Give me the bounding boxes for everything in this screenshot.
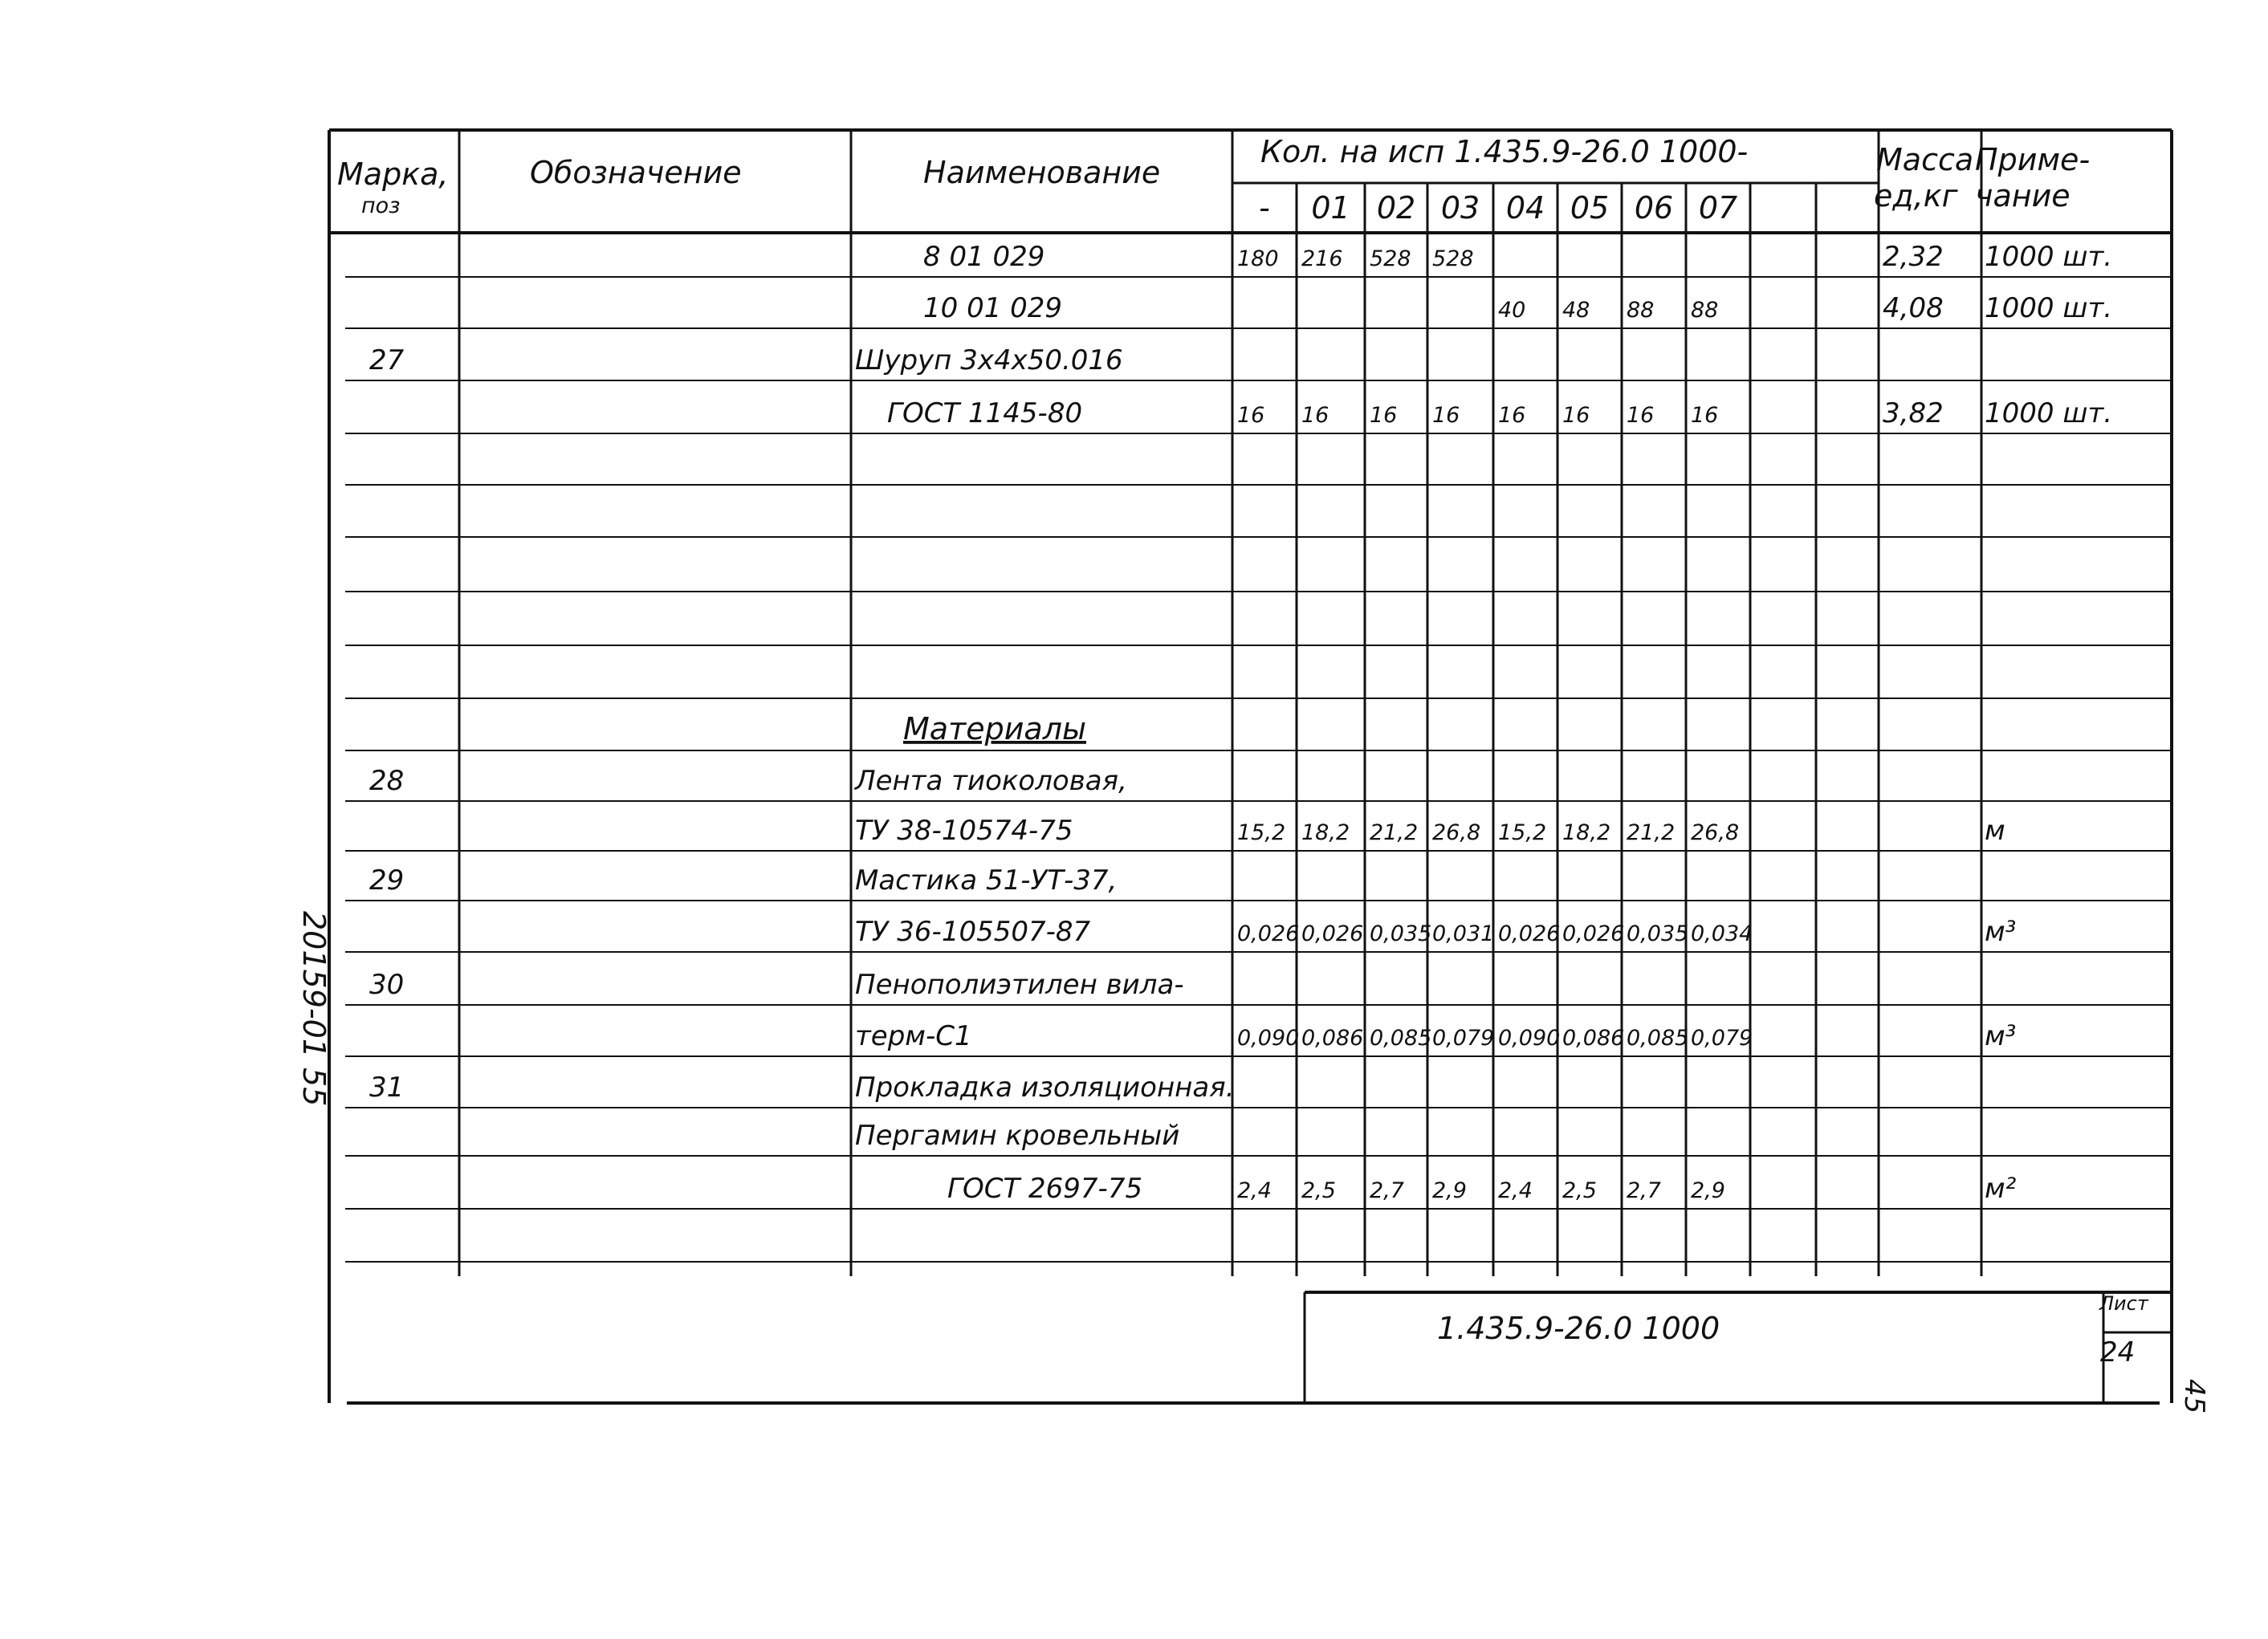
- row-note: м: [1985, 815, 2005, 847]
- row-qty: 15,2: [1498, 820, 1547, 845]
- row-qty: 2,4: [1237, 1178, 1272, 1203]
- side-inventory-number: 20159-01 55: [296, 911, 332, 1107]
- header-naimenovanie: Наименование: [923, 155, 1161, 190]
- title-block-list-label: Лист: [2099, 1292, 2148, 1315]
- variant-label: 06: [1634, 190, 1674, 226]
- row-qty: 2,9: [1691, 1178, 1725, 1203]
- row-name: терм-С1: [855, 1020, 972, 1052]
- row-qty: 2,7: [1627, 1178, 1661, 1203]
- row-mass: 3,82: [1883, 397, 1944, 429]
- row-qty: 18,2: [1301, 820, 1350, 845]
- header-kol-title: Кол. на исп 1.435.9-26.0 1000-: [1260, 134, 1749, 169]
- row-qty: 0,026: [1237, 921, 1300, 946]
- row-qty: 16: [1432, 403, 1460, 428]
- row-qty: 16: [1301, 403, 1329, 428]
- row-qty: 0,085: [1370, 1026, 1432, 1051]
- row-qty: 0,026: [1301, 921, 1364, 946]
- row-qty: 0,085: [1627, 1026, 1689, 1051]
- variant-labels: [1259, 190, 1737, 226]
- header-prim-2: чание: [1975, 178, 2071, 214]
- row-qty: 21,2: [1370, 820, 1419, 845]
- row-qty: 0,086: [1562, 1026, 1625, 1051]
- row-qty: 2,9: [1432, 1178, 1467, 1203]
- title-block-code: 1.435.9-26.0 1000: [1437, 1311, 1720, 1346]
- row-name: Прокладка изоляционная.: [855, 1072, 1235, 1104]
- row-qty: 0,034: [1691, 921, 1753, 946]
- row-name: Пенополиэтилен вила-: [855, 969, 1184, 1001]
- table-text: [296, 134, 2210, 1413]
- row-qty: 2,5: [1562, 1178, 1597, 1203]
- variant-label: 04: [1505, 190, 1545, 226]
- row-qty: 16: [1562, 403, 1590, 428]
- row-note: м³: [1985, 1020, 2017, 1052]
- header-prim-1: Приме-: [1975, 142, 2091, 177]
- row-qty: 2,4: [1498, 1178, 1533, 1203]
- variant-label: 02: [1376, 190, 1416, 226]
- row-poz: 27: [369, 344, 405, 376]
- row-qty: 528: [1370, 246, 1411, 271]
- row-qty: 0,090: [1237, 1026, 1300, 1051]
- variant-label: 01: [1311, 190, 1350, 226]
- row-name: Пергамин кровельный: [855, 1120, 1180, 1152]
- variant-label: 07: [1698, 190, 1738, 226]
- row-qty: 16: [1370, 403, 1398, 428]
- row-name: 8 01 029: [923, 241, 1045, 273]
- row-qty: 16: [1627, 403, 1655, 428]
- row-qty: 0,035: [1370, 921, 1432, 946]
- row-qty: 0,086: [1301, 1026, 1364, 1051]
- row-note: 1000 шт.: [1985, 292, 2113, 324]
- row-qty: 16: [1498, 403, 1526, 428]
- row-qty: 88: [1691, 298, 1719, 323]
- row-note: м²: [1985, 1173, 2017, 1205]
- variant-label: -: [1259, 190, 1270, 226]
- row-name: ТУ 36-105507-87: [855, 916, 1091, 948]
- row-qty: 48: [1562, 298, 1590, 323]
- row-qty: 216: [1301, 246, 1343, 271]
- header-marka: Марка,: [337, 157, 449, 192]
- row-qty: 0,035: [1627, 921, 1689, 946]
- row-note: м³: [1985, 916, 2017, 948]
- row-qty: 0,026: [1498, 921, 1561, 946]
- row-poz: 30: [369, 969, 405, 1001]
- row-qty: 0,090: [1498, 1026, 1561, 1051]
- table-rows: [369, 241, 2112, 1205]
- row-qty: 2,5: [1301, 1178, 1336, 1203]
- row-qty: 180: [1237, 246, 1279, 271]
- row-qty: 0,079: [1432, 1026, 1495, 1051]
- row-poz: 29: [369, 864, 405, 897]
- row-qty: 88: [1627, 298, 1655, 323]
- row-qty: 15,2: [1237, 820, 1286, 845]
- variant-label: 03: [1440, 190, 1480, 226]
- row-name: Мастика 51-УТ-37,: [855, 864, 1118, 897]
- row-qty: 21,2: [1627, 820, 1676, 845]
- row-qty: 0,079: [1691, 1026, 1753, 1051]
- row-qty: 0,026: [1562, 921, 1625, 946]
- row-qty: 26,8: [1432, 820, 1481, 845]
- row-mass: 2,32: [1883, 241, 1944, 273]
- header-massa-2: ед,кг: [1874, 178, 1958, 214]
- row-name: ГОСТ 2697-75: [947, 1173, 1143, 1205]
- header-oboznachenie: Обозначение: [530, 155, 742, 190]
- row-poz: 28: [369, 765, 405, 797]
- row-name: ГОСТ 1145-80: [887, 397, 1083, 429]
- corner-mark: 45: [2178, 1379, 2210, 1414]
- row-qty: 26,8: [1691, 820, 1740, 845]
- row-note: 1000 шт.: [1985, 241, 2113, 273]
- row-qty: 40: [1498, 298, 1526, 323]
- row-qty: 18,2: [1562, 820, 1611, 845]
- row-qty: 528: [1432, 246, 1474, 271]
- row-name: Лента тиоколовая,: [855, 765, 1127, 797]
- row-mass: 4,08: [1883, 292, 1944, 324]
- row-qty: 2,7: [1370, 1178, 1404, 1203]
- row-name: 10 01 029: [923, 292, 1063, 324]
- variant-label: 05: [1570, 190, 1610, 226]
- row-name: Шуруп 3х4х50.016: [855, 344, 1123, 376]
- row-name: ТУ 38-10574-75: [855, 815, 1073, 847]
- title-block-list-no: 24: [2100, 1336, 2136, 1369]
- header-poz: поз: [361, 193, 401, 218]
- row-qty: 0,031: [1432, 921, 1495, 946]
- section-heading: Материалы: [903, 711, 1086, 746]
- row-qty: 16: [1691, 403, 1719, 428]
- header-massa-1: Масса: [1876, 142, 1974, 177]
- row-note: 1000 шт.: [1985, 397, 2113, 429]
- row-poz: 31: [369, 1072, 405, 1104]
- row-qty: 16: [1237, 403, 1265, 428]
